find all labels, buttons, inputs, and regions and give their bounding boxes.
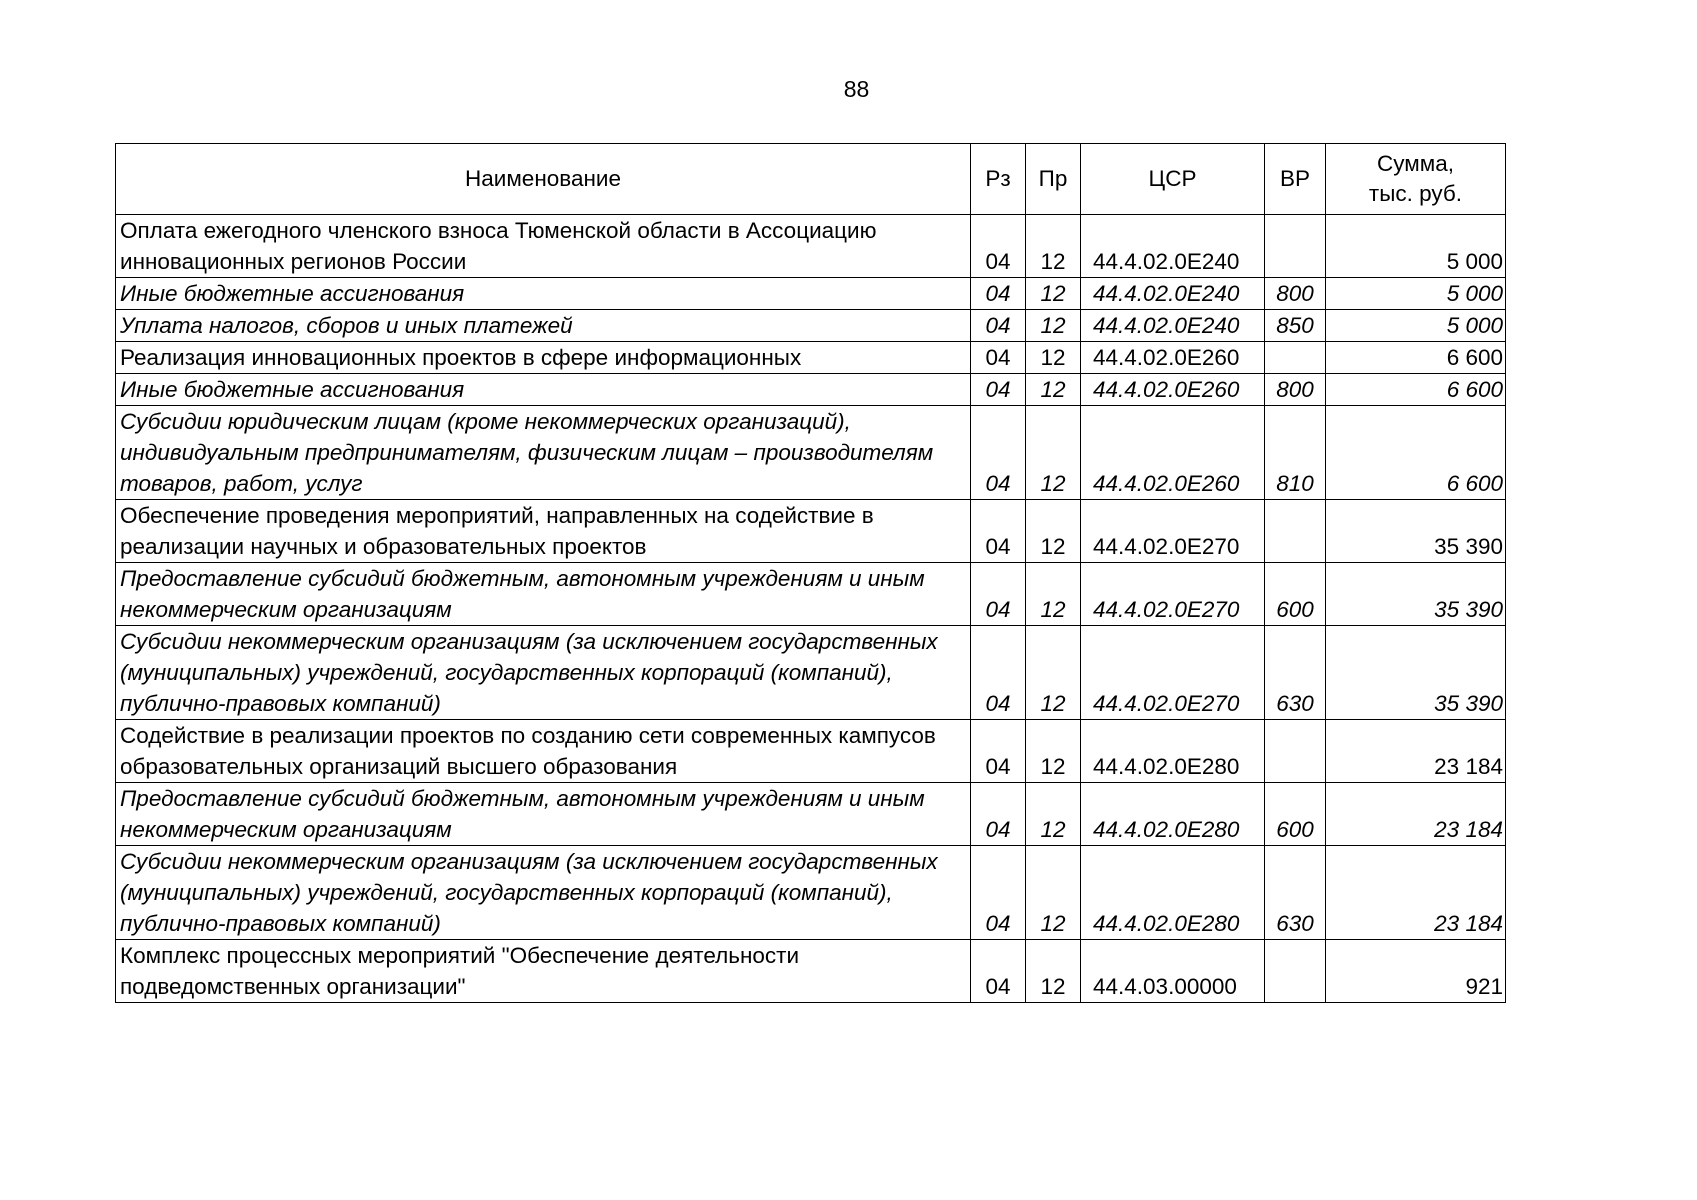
cell-csr: 44.4.02.0Е240 (1081, 278, 1265, 310)
header-csr: ЦСР (1081, 144, 1265, 215)
cell-sum: 35 390 (1326, 563, 1506, 626)
cell-rz: 04 (971, 342, 1026, 374)
cell-csr: 44.4.02.0Е240 (1081, 310, 1265, 342)
cell-sum: 6 600 (1326, 406, 1506, 500)
table-row (116, 563, 1506, 626)
cell-name: Иные бюджетные ассигнования (116, 374, 971, 406)
cell-csr: 44.4.02.0Е260 (1081, 342, 1265, 374)
cell-csr: 44.4.02.0Е280 (1081, 720, 1265, 783)
cell-sum: 35 390 (1326, 626, 1506, 720)
cell-pr: 12 (1026, 720, 1081, 783)
table-row (116, 310, 1506, 342)
table-row (116, 940, 1506, 1003)
cell-sum: 35 390 (1326, 500, 1506, 563)
cell-pr: 12 (1026, 626, 1081, 720)
page-number: 88 (843, 76, 870, 102)
header-rz: Рз (971, 144, 1026, 215)
table-row (116, 342, 1506, 374)
cell-name: Субсидии юридическим лицам (кроме некоммерческих организаций), индивидуальным предпринимателям, физическим лицам – производителям товаров, работ, услуг (116, 406, 971, 500)
cell-pr: 12 (1026, 278, 1081, 310)
cell-name: Оплата ежегодного членского взноса Тюменской области в Ассоциацию инновационных регионов России (116, 215, 971, 278)
table-body (116, 215, 1506, 1003)
cell-csr: 44.4.02.0Е260 (1081, 374, 1265, 406)
cell-pr: 12 (1026, 846, 1081, 940)
cell-vr (1265, 215, 1326, 278)
cell-name: Субсидии некоммерческим организациям (за исключением государственных (муниципальных) учреждений, государственных корпораций (компаний), публично-правовых компаний) (116, 846, 971, 940)
cell-csr: 44.4.02.0Е280 (1081, 783, 1265, 846)
cell-rz: 04 (971, 563, 1026, 626)
cell-name: Иные бюджетные ассигнования (116, 278, 971, 310)
cell-vr: 850 (1265, 310, 1326, 342)
cell-sum: 921 (1326, 940, 1506, 1003)
cell-pr: 12 (1026, 563, 1081, 626)
cell-csr: 44.4.02.0Е270 (1081, 563, 1265, 626)
cell-vr: 630 (1265, 846, 1326, 940)
header-sum (1326, 144, 1506, 215)
cell-rz: 04 (971, 783, 1026, 846)
cell-name: Обеспечение проведения мероприятий, направленных на содействие в реализации научных и образовательных проектов (116, 500, 971, 563)
cell-rz: 04 (971, 374, 1026, 406)
cell-csr: 44.4.02.0Е240 (1081, 215, 1265, 278)
header-sum-line2: тыс. руб. (1368, 181, 1463, 206)
header-vr: ВР (1265, 144, 1326, 215)
cell-pr: 12 (1026, 783, 1081, 846)
cell-sum: 23 184 (1326, 846, 1506, 940)
cell-pr: 12 (1026, 940, 1081, 1003)
cell-pr: 12 (1026, 374, 1081, 406)
cell-rz: 04 (971, 215, 1026, 278)
cell-csr: 44.4.02.0Е270 (1081, 626, 1265, 720)
cell-vr (1265, 940, 1326, 1003)
cell-rz: 04 (971, 846, 1026, 940)
cell-name: Предоставление субсидий бюджетным, автономным учреждениям и иным некоммерческим организациям (116, 783, 971, 846)
table-row (116, 374, 1506, 406)
header-sum-line1: Сумма, (1377, 151, 1454, 176)
cell-vr (1265, 500, 1326, 563)
cell-name: Содействие в реализации проектов по созданию сети современных кампусов образовательных организаций высшего образования (116, 720, 971, 783)
header-pr: Пр (1026, 144, 1081, 215)
cell-pr: 12 (1026, 406, 1081, 500)
cell-csr: 44.4.02.0Е260 (1081, 406, 1265, 500)
table-header-row (116, 144, 1506, 215)
cell-vr: 800 (1265, 278, 1326, 310)
header-name: Наименование (116, 144, 971, 215)
cell-rz: 04 (971, 720, 1026, 783)
cell-vr: 630 (1265, 626, 1326, 720)
cell-vr (1265, 720, 1326, 783)
cell-sum: 23 184 (1326, 720, 1506, 783)
table-row (116, 626, 1506, 720)
cell-rz: 04 (971, 278, 1026, 310)
table-row (116, 278, 1506, 310)
cell-vr: 800 (1265, 374, 1326, 406)
cell-pr: 12 (1026, 500, 1081, 563)
table-row (116, 783, 1506, 846)
cell-pr: 12 (1026, 215, 1081, 278)
cell-rz: 04 (971, 500, 1026, 563)
cell-csr: 44.4.03.00000 (1081, 940, 1265, 1003)
cell-name: Уплата налогов, сборов и иных платежей (116, 310, 971, 342)
cell-rz: 04 (971, 626, 1026, 720)
cell-name: Комплекс процессных мероприятий "Обеспечение деятельности подведомственных организации" (116, 940, 971, 1003)
table-row (116, 215, 1506, 278)
cell-sum: 6 600 (1326, 342, 1506, 374)
cell-sum: 6 600 (1326, 374, 1506, 406)
cell-name: Реализация инновационных проектов в сфере информационных (116, 342, 971, 374)
cell-csr: 44.4.02.0Е280 (1081, 846, 1265, 940)
table-row (116, 406, 1506, 500)
table-row (116, 720, 1506, 783)
cell-sum: 5 000 (1326, 310, 1506, 342)
cell-rz: 04 (971, 406, 1026, 500)
cell-vr (1265, 342, 1326, 374)
cell-pr: 12 (1026, 310, 1081, 342)
cell-vr: 810 (1265, 406, 1326, 500)
cell-sum: 5 000 (1326, 278, 1506, 310)
cell-vr: 600 (1265, 563, 1326, 626)
cell-name: Предоставление субсидий бюджетным, автономным учреждениям и иным некоммерческим организациям (116, 563, 971, 626)
cell-csr: 44.4.02.0Е270 (1081, 500, 1265, 563)
budget-table (115, 143, 1506, 1003)
cell-sum: 5 000 (1326, 215, 1506, 278)
cell-pr: 12 (1026, 342, 1081, 374)
table-row (116, 500, 1506, 563)
cell-rz: 04 (971, 940, 1026, 1003)
cell-vr: 600 (1265, 783, 1326, 846)
cell-rz: 04 (971, 310, 1026, 342)
cell-name: Субсидии некоммерческим организациям (за исключением государственных (муниципальных) учреждений, государственных корпораций (компаний), публично-правовых компаний) (116, 626, 971, 720)
cell-sum: 23 184 (1326, 783, 1506, 846)
table-row (116, 846, 1506, 940)
